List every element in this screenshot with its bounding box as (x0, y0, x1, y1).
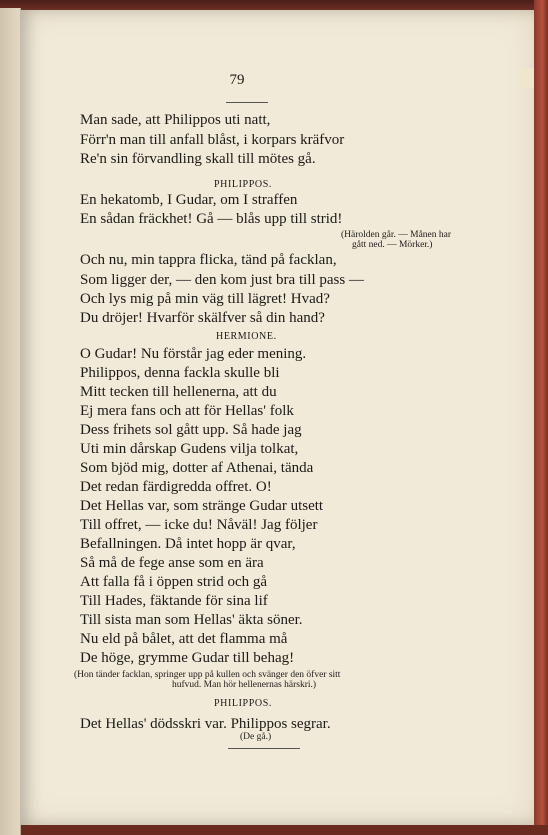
verse-line: Det Hellas' dödsskri var. Philippos segrar. (80, 716, 331, 732)
verse-line: Nu eld på bålet, att det flamma må (80, 631, 288, 647)
verse-line: Till Hades, fäktande för sina lif (80, 593, 268, 609)
verse-line: En hekatomb, I Gudar, om I straffen (80, 192, 298, 208)
verse-line: Man sade, att Philippos uti natt, (80, 112, 271, 128)
verse-line: Mitt tecken till hellenerna, att du (80, 384, 277, 400)
stage-direction: (Härolden går. — Månen har (341, 230, 452, 240)
speaker-name: HERMIONE. (216, 331, 277, 342)
verse-line: Befallningen. Då intet hopp är qvar, (80, 536, 296, 552)
page-number: 79 (229, 72, 245, 88)
stage-direction: gått ned. — Mörker.) (352, 240, 433, 250)
book-binding-bottom (0, 825, 548, 835)
verse-line: Så må de fege anse som en ära (80, 555, 264, 571)
verse-line: Ej mera fans och att för Hellas' folk (80, 403, 294, 419)
verse-line: Det Hellas var, som stränge Gudar utsett (80, 498, 324, 514)
stage-direction: (De gå.) (240, 732, 272, 742)
verse-line: Till sista man som Hellas' äkta söner. (80, 612, 303, 628)
stage-direction: (Hon tänder facklan, springer upp på kullen och svänger den öfver sitt (74, 670, 341, 680)
verse-line: Som ligger der, — den kom just bra till pass — (80, 272, 364, 288)
verse-line: Och lys mig på min väg till lägret! Hvad? (80, 291, 330, 307)
verse-line: Det redan färdigredda offret. O! (80, 479, 272, 495)
verse-line: Som bjöd mig, dotter af Athenai, tända (80, 460, 314, 476)
book-binding-right (534, 0, 548, 835)
verse-line: Förr'n man till anfall blåst, i korpars kräfvor (80, 132, 345, 148)
page-marker-tab (520, 68, 534, 88)
speaker-name: PHILIPPOS. (214, 179, 272, 190)
verse-line: De höge, grymme Gudar till behag! (80, 650, 295, 666)
speaker-name: PHILIPPOS. (214, 698, 272, 709)
verse-line: O Gudar! Nu förstår jag eder mening. (80, 346, 307, 362)
verse-line: Philippos, denna fackla skulle bli (80, 365, 280, 381)
header-rule (226, 102, 268, 103)
previous-page-edge (0, 8, 21, 835)
verse-line: Dess frihets sol gått upp. Så hade jag (80, 422, 302, 438)
stage-direction: hufvud. Man hör hellenernas härskri.) (172, 680, 317, 690)
verse-line: Uti min dårskap Gudens vilja tolkat, (80, 441, 299, 457)
verse-line: Att falla få i öppen strid och gå (80, 574, 268, 590)
book-page (20, 10, 534, 825)
verse-line: Re'n sin förvandling skall till mötes gå. (80, 151, 316, 167)
verse-line: Till offret, — icke du! Nåväl! Jag följer (80, 517, 318, 533)
verse-line: En sådan fräckhet! Gå — blås upp till strid! (80, 211, 343, 227)
verse-line: Du dröjer! Hvarför skälfver så din hand? (80, 310, 325, 326)
verse-line: Och nu, min tappra flicka, tänd på facklan, (80, 252, 337, 268)
end-rule (228, 748, 300, 749)
